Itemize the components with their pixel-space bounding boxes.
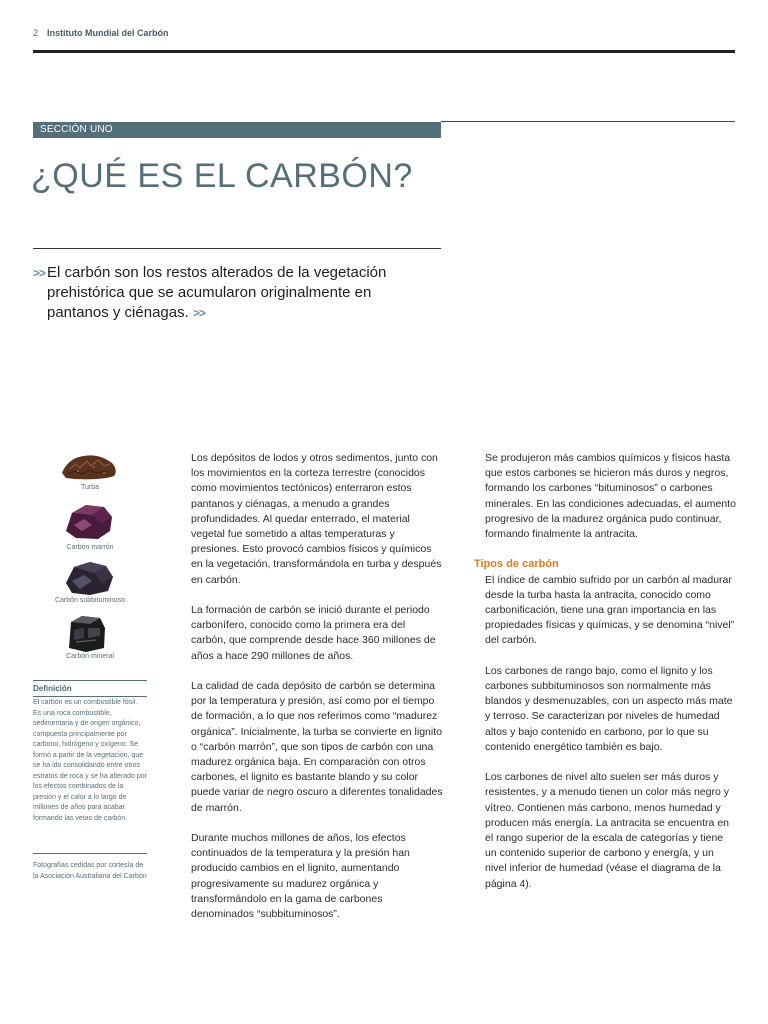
section-divider <box>441 121 735 122</box>
intro-text: El carbón son los restos alterados de la vegetación prehistórica que se acumularon originalmente en pantanos y ciénagas. <box>47 264 387 321</box>
definition-divider <box>33 680 147 681</box>
body-column-1 <box>191 451 443 937</box>
header-divider <box>33 50 735 53</box>
specimen-caption: Carbón mineral <box>66 653 114 660</box>
specimen-caption: Carbón marrón <box>66 544 114 551</box>
body-paragraph: Se produjeron más cambios químicos y físicos hasta que estos carbones se hicieron más duros y negros, formando los carbones “bituminosos” o carbones minerales. En las condiciones adecuadas, el aumento progresivo de la madurez orgánica pudo continuar, formando finalmente la antracita. <box>485 452 736 541</box>
definition-heading: Definición <box>33 684 72 693</box>
specimen-caption: Carbón subbituminoso <box>54 597 126 604</box>
page-title: ¿QUÉ ES EL CARBÓN? <box>31 157 413 195</box>
peat-sample-icon <box>60 449 118 481</box>
body-column-2 <box>474 451 737 907</box>
brown-coal-sample-icon <box>62 501 116 541</box>
intro-start-marker: >> <box>33 266 46 280</box>
intro-statement <box>33 263 433 323</box>
photo-credit: Fotografías cedidas por cortesía de la Asociación Australiana del Carbón <box>33 862 147 880</box>
definition-text: El carbón es un combustible fósil. Es una roca combustible, sedimentaria y de origen orgánico, compuesta principalmente por carbono, hidrógeno y oxígeno. Se formó a partir de la vegetación, que se ha ido consolidando entre otros estratos de roca y se ha alterado por los efectos combinados de la presión y el calor a lo largo de millones de años para acabar formando las vetas de carbón. <box>33 699 148 822</box>
title-divider <box>33 248 441 249</box>
body-paragraph: Los carbones de nivel alto suelen ser más duros y resistentes, y a menudo tienen un color más negro y vítreo. Contienen más carbono, menos humedad y producen más energía. La antracita se encuentra en el rango superior de la escala de categorías y tiene un contenido superior de carbono y energía, y un nivel inferior de humedad (véase el diagrama de la página 4). <box>485 771 729 890</box>
subbituminous-coal-sample-icon <box>62 559 116 597</box>
page-number: 2 <box>33 28 39 38</box>
definition-divider <box>33 853 147 854</box>
hard-coal-sample-icon <box>66 614 108 654</box>
organization-name: Instituto Mundial del Carbón <box>47 28 169 38</box>
section-subheading: Tipos de carbón <box>474 558 559 571</box>
body-paragraph: Los carbones de rango bajo, como el lignito y los carbones subbituminosos son normalmente más blandos y desmenuzables, con un aspecto más mate y terroso. Se caracterizan por niveles de humedad altos y bajo contenido en carbono, por lo que su contenido energético también es bajo. <box>485 664 733 753</box>
specimen-caption: Turba <box>80 484 100 491</box>
body-paragraph: La formación de carbón se inició durante el periodo carbonífero, conocido como la primera era del carbón, que comprende desde hace 360 millones de años a hace 290 millones de años. <box>191 604 436 662</box>
definition-divider <box>33 696 147 697</box>
body-paragraph: La calidad de cada depósito de carbón se determina por la temperatura y presión, así como por el tiempo de formación, a lo que nos referimos como “madurez orgánica”. Inicialmente, la turba se convierte en lignito o “carbón marrón”, que son tipos de carbón con una madurez orgánica baja. En comparación con otros carbones, el lignito es bastante blando y su color puede variar de negro oscuro a diferentes tonalidades de marrón. <box>191 680 443 814</box>
intro-end-marker: >> <box>192 306 205 320</box>
body-paragraph: Los depósitos de lodos y otros sedimentos, junto con los movimientos en la corteza terrestre (conocidos como movimientos tectónicos) enterraron estos pantanos y ciénagas, a menudo a grandes profundidades. Al quedar enterrado, el material vegetal fue sometido a altas temperaturas y presiones. Esto provocó cambios físicos y químicos en la vegetación, transformándola en turba y después en carbón. <box>191 452 442 586</box>
section-label: SECCIÓN UNO <box>40 124 113 135</box>
body-paragraph: El índice de cambio sufrido por un carbón al madurar desde la turba hasta la antracita, conocido como carbonificación, tiene una gran importancia en las propiedades físicas y químicas, y se denomina “nivel” del carbón. <box>485 573 735 647</box>
body-paragraph: Durante muchos millones de años, los efectos continuados de la temperatura y la presión han producido cambios en el lignito, aumentando progresivamente su madurez orgánica y transformándolo en la gama de carbones denominados “subbituminosos”. <box>191 832 410 921</box>
